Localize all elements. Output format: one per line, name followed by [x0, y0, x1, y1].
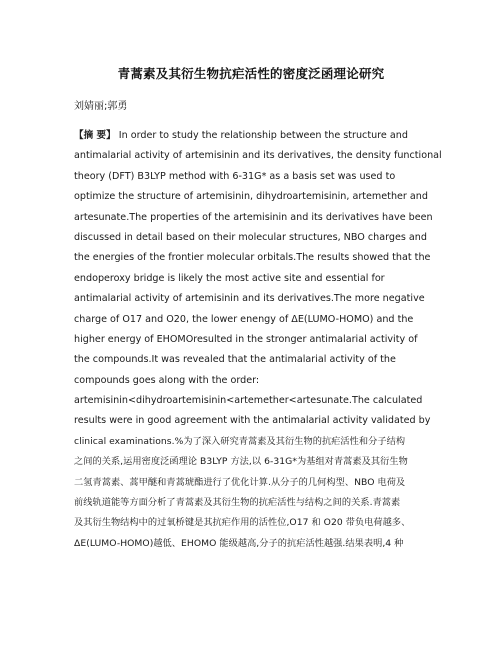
abstract-line: optimize the structure of artemisinin, dihydroartemisinin, artemether and: [74, 191, 428, 203]
abstract-line: endoperoxy bridge is likely the most active site and essential for: [74, 272, 385, 284]
abstract-line: the compounds.It was revealed that the antimalarial activity of the: [74, 354, 396, 366]
document-title: 青蒿素及其衍生物抗疟活性的密度泛函理论研究: [117, 66, 385, 81]
abstract-line: higher energy of EHOMOresulted in the stronger antimalarial activity of: [74, 333, 418, 345]
abstract-body: [74, 126, 442, 554]
abstract-line: discussed in detail based on their molecular structures, NBO charges and: [74, 231, 427, 243]
abstract-line: [74, 126, 430, 146]
abstract-line: charge of O17 and O20, the lower enengy of ΔE(LUMO-HOMO) and the: [74, 313, 414, 325]
abstract-line: ΔE(LUMO-HOMO)越低、EHOMO 能级越高,分子的抗疟活性越强.结果表明,4 种: [74, 537, 404, 549]
abstract-line: artemisinin<dihydroartemisinin<artemether<artesunate.The calculated: [74, 395, 423, 407]
abstract-line: compounds goes along with the order:: [74, 374, 260, 386]
abstract-line: 之间的关系,运用密度泛函理论 B3LYP 方法,以 6-31G*为基组对青蒿素及其衍生物: [74, 456, 408, 468]
abstract-line: artesunate.The properties of the artemisinin and its derivatives have been: [74, 211, 433, 223]
abstract-line: antimalarial activity of artemisinin and its derivatives, the density functional: [74, 150, 442, 162]
abstract-line: 二氢青蒿素、蒿甲醚和青蒿琥酯进行了优化计算.从分子的几何构型、NBO 电荷及: [74, 476, 406, 488]
abstract-line: 及其衍生物结构中的过氧桥键是其抗疟作用的活性位,O17 和 O20 带负电荷越多、: [74, 517, 411, 529]
abstract-line-text: In order to study the relationship between the structure and: [118, 130, 408, 141]
abstract-line: the energies of the frontier molecular orbitals.The results showed that the: [74, 252, 431, 264]
document-authors: 刘婧丽;郭勇: [74, 101, 128, 112]
abstract-label: 【摘 要】: [74, 130, 116, 141]
abstract-line: antimalarial activity of artemisinin and its derivatives.The more negative: [74, 293, 425, 305]
abstract-line: theory (DFT) B3LYP method with 6-31G* as a basis set was used to: [74, 170, 396, 182]
abstract-line: results were in good agreement with the antimalarial activity validated by: [74, 415, 431, 427]
abstract-line: 前线轨道能等方面分析了青蒿素及其衍生物的抗疟活性与结构之间的关系.青蒿素: [74, 497, 401, 509]
abstract-line: clinical examinations.%为了深入研究青蒿素及其衍生物的抗疟活性和分子结构: [74, 435, 406, 447]
